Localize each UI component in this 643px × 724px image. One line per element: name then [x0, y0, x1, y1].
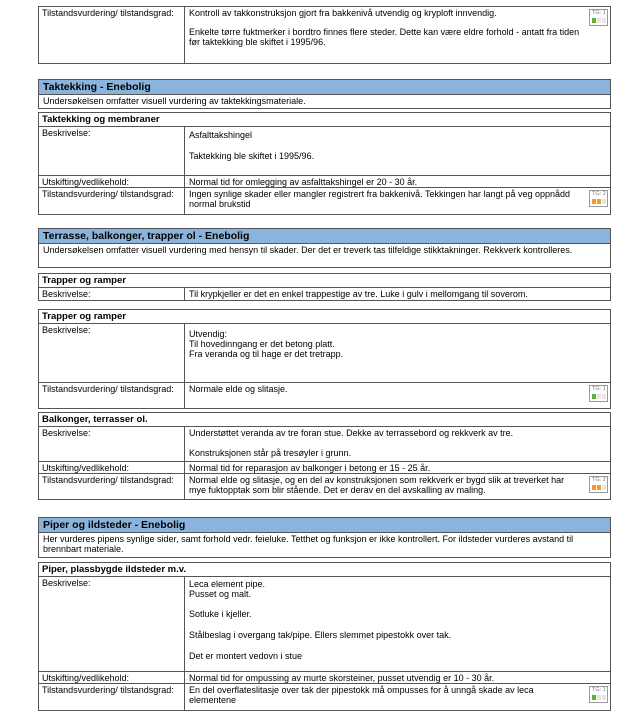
tg1-badge: TG: 1 [589, 9, 608, 26]
text: Asfalttakshingel [189, 130, 253, 140]
subsection-title: Trapper og ramper [39, 274, 610, 288]
text: Kontroll av takkonstruksjon gjort fra bakkenivå utvendig og kryploft innvendig. [189, 8, 497, 18]
text: Enkelte tørre fuktmerker i bordtro finnes flere steder. Dette kan være eldre forhold - antatt fra tiden før taktekking ble skiftet i 1995/96. [189, 27, 580, 47]
subsection-title: Taktekking og membraner [39, 113, 610, 127]
text: Sotluke i kjeller. [189, 609, 252, 619]
row-value: Normal tid for omlegging av asfalttakshingel er 20 - 30 år. [189, 177, 418, 187]
row-value [185, 427, 610, 461]
subsection-trapper-ramper-1 [38, 273, 611, 301]
row-value [185, 127, 610, 175]
text: Leca element pipe. [189, 579, 266, 589]
row-label: Utskifting/vedlikehold: [39, 462, 185, 473]
text: Normale elde og slitasje. [189, 384, 288, 394]
row-label: Beskrivelse: [39, 427, 185, 461]
tg2-badge: TG: 2 [589, 190, 608, 207]
text: Stålbeslag i overgang tak/pipe. Ellers slemmet pipestokk over tak. [189, 630, 452, 640]
subsection-piper-ildsteder [38, 562, 611, 711]
section-description: Her vurderes pipens synlige sider, samt forhold vedr. feieluke. Tetthet og funksjon er ikke kontrollert. For ildsteder vurderes avstand til brennbart materiale. [38, 533, 611, 558]
row-label: Tilstandsvurdering/ tilstandsgrad: [39, 474, 185, 499]
row-value: Til krypkjeller er det en enkel trappestige av tre. Luke i gulv i mellomgang til soverom. [189, 289, 528, 299]
text: En del overflateslitasje over tak der pipestokk må ompusses for å unngå skade av leca elementene [189, 685, 534, 705]
row-value [185, 577, 610, 671]
section-description: Undersøkelsen omfatter visuell vurdering med hensyn til skader. Der det er treverk tas tilfeldige stikktakninger. Rekkverk kontrolleres. [38, 244, 611, 268]
text: Utvendig: [189, 329, 228, 339]
text: Ingen synlige skader eller mangler registrert fra bakkenivå. Tekkingen har langt på veg oppnådd normal brukstid [189, 189, 571, 209]
text: Normal elde og slitasje, og en del av konstruksjonen som rekkverk er bygd slik at treverket har mye fuktopptak som blir stående. Det er derav en del avskalling av maling. [189, 475, 565, 495]
text: Til hovedinngang er det betong platt. [189, 339, 335, 349]
section-header-taktekking: Taktekking - Enebolig [38, 79, 611, 95]
section-description: Undersøkelsen omfatter visuell vurdering av taktekkingsmateriale. [38, 95, 611, 109]
subsection-title: Balkonger, terrasser ol. [39, 413, 610, 427]
subsection-balkonger-terrasser [38, 412, 611, 500]
row-value [185, 383, 610, 408]
row-value [185, 474, 610, 499]
subsection-title: Trapper og ramper [39, 310, 610, 324]
row-label: Tilstandsvurdering/ tilstandsgrad: [39, 7, 185, 63]
row-value [185, 324, 610, 382]
row-label: Utskifting/vedlikehold: [39, 176, 185, 187]
text: Pusset og malt. [189, 589, 252, 599]
subsection-title: Piper, plassbygde ildsteder m.v. [39, 563, 610, 577]
subsection-trapper-ramper-2 [38, 309, 611, 409]
row-value [185, 7, 610, 63]
text: Fra veranda og til hage er det tretrapp. [189, 349, 344, 359]
tg2-badge: TG: 2 [589, 476, 608, 493]
text: Konstruksjonen står på tresøyler i grunn. [189, 448, 352, 458]
row-label: Tilstandsvurdering/ tilstandsgrad: [39, 188, 185, 214]
row-label: Beskrivelse: [39, 288, 185, 300]
row-label: Utskifting/vedlikehold: [39, 672, 185, 683]
row-value: Normal tid for reparasjon av balkonger i betong er 15 - 25 år. [189, 463, 431, 473]
text: Understøttet veranda av tre foran stue. Dekke av terrassebord og rekkverk av tre. [189, 428, 514, 438]
subsection-taktekking-membraner [38, 112, 611, 215]
section-header-terrasse: Terrasse, balkonger, trapper ol - Enebolig [38, 228, 611, 244]
row-value [185, 188, 610, 214]
row-label: Tilstandsvurdering/ tilstandsgrad: [39, 684, 185, 710]
row-value [185, 684, 610, 710]
roof-construction-condition [38, 6, 611, 64]
text: Det er montert vedovn i stue [189, 651, 303, 661]
row-value: Normal tid for ompussing av murte skorsteiner, pusset utvendig er 10 - 30 år. [189, 673, 495, 683]
tg1-badge: TG: 1 [589, 385, 608, 402]
row-label: Beskrivelse: [39, 324, 185, 382]
section-header-piper: Piper og ildsteder - Enebolig [38, 517, 611, 533]
row-label: Beskrivelse: [39, 577, 185, 671]
tg1-badge: TG: 1 [589, 686, 608, 703]
row-label: Beskrivelse: [39, 127, 185, 175]
text: Taktekking ble skiftet i 1995/96. [189, 151, 315, 161]
row-label: Tilstandsvurdering/ tilstandsgrad: [39, 383, 185, 408]
